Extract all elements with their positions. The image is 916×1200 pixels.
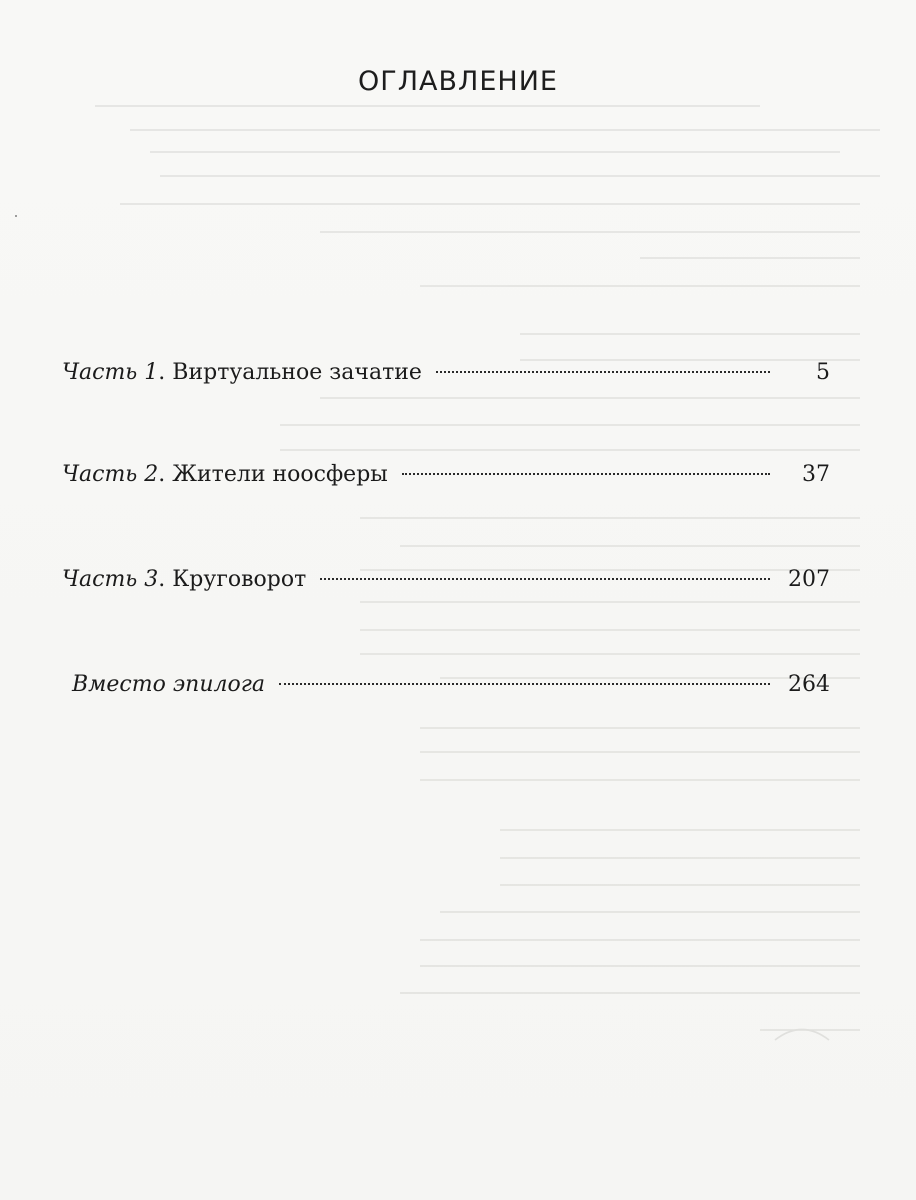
toc-entry-label bbox=[62, 458, 388, 492]
toc-title: ОГЛАВЛЕНИЕ bbox=[358, 66, 558, 97]
epilogue-label: Вместо эпилога bbox=[72, 672, 265, 697]
part-separator: . bbox=[158, 462, 173, 487]
part-separator: . bbox=[158, 567, 173, 592]
part-title: Жители ноосферы bbox=[172, 462, 388, 487]
part-number: Часть 1 bbox=[62, 360, 159, 385]
part-title: Круговорот bbox=[172, 567, 307, 592]
dot-leader bbox=[320, 578, 770, 580]
page-number: 207 bbox=[788, 567, 830, 592]
toc-entry bbox=[62, 668, 830, 702]
page-mark bbox=[15, 215, 17, 217]
part-title: Виртуальное зачатие bbox=[172, 360, 422, 385]
toc-entry-label bbox=[62, 563, 306, 597]
page-number: 37 bbox=[802, 462, 830, 487]
part-separator: . bbox=[158, 360, 173, 385]
toc-entry bbox=[62, 563, 830, 597]
dot-leader bbox=[279, 683, 770, 685]
page-number: 5 bbox=[816, 360, 830, 385]
part-number: Часть 2 bbox=[62, 462, 159, 487]
dot-leader bbox=[436, 371, 770, 373]
dot-leader bbox=[402, 473, 770, 475]
page-number: 264 bbox=[788, 672, 830, 697]
toc-entry bbox=[62, 458, 830, 492]
toc-entry bbox=[62, 356, 830, 390]
part-number: Часть 3 bbox=[62, 567, 159, 592]
toc-entry-label bbox=[62, 356, 422, 390]
